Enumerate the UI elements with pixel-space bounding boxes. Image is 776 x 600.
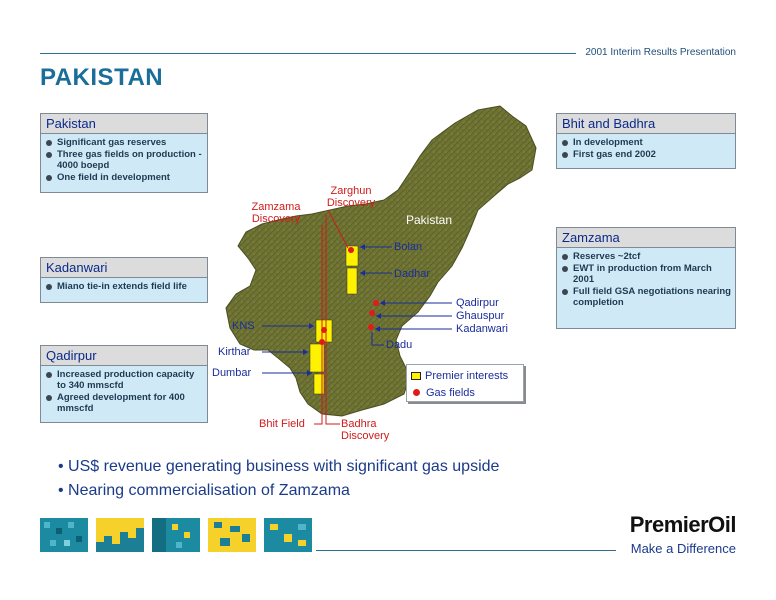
panel-item: Three gas fields on production - 4000 boepd bbox=[45, 149, 203, 171]
panel-title: Bhit and Badhra bbox=[557, 114, 735, 134]
label-dadu: Dadu bbox=[386, 339, 413, 351]
tile-teal-icon bbox=[40, 518, 88, 552]
panel-item: Reserves ~2tcf bbox=[561, 251, 731, 262]
label-kns: KNS bbox=[232, 320, 255, 332]
premier-swatch bbox=[411, 372, 421, 380]
gas-kadanwari bbox=[368, 324, 374, 330]
label-dadhar: Dadhar bbox=[394, 268, 431, 280]
map-country-label: Pakistan bbox=[406, 213, 453, 227]
label-zamzama-discovery: Zamzama Discovery bbox=[251, 201, 301, 225]
panel-title: Zamzama bbox=[557, 228, 735, 248]
page-title: PAKISTAN bbox=[40, 64, 164, 91]
bullet-item: • US$ revenue generating business with significant gas upside bbox=[58, 458, 500, 475]
label-qadirpur: Qadirpur bbox=[456, 297, 499, 309]
field-dadhar bbox=[347, 268, 357, 294]
company-logo: PremierOil bbox=[629, 512, 736, 537]
label-kirthar: Kirthar bbox=[218, 346, 251, 358]
panel-item: First gas end 2002 bbox=[561, 149, 731, 160]
presentation-name: 2001 Interim Results Presentation bbox=[585, 47, 736, 58]
gas-zarghun bbox=[348, 247, 354, 253]
panel-title: Kadanwari bbox=[41, 258, 207, 278]
legend-premier: Premier interests bbox=[411, 367, 519, 384]
company-tagline: Make a Difference bbox=[630, 541, 736, 556]
label-kadanwari: Kadanwari bbox=[456, 323, 508, 335]
legend-gas: Gas fields bbox=[411, 384, 519, 401]
decorative-tiles bbox=[40, 518, 320, 552]
panel-item: One field in development bbox=[45, 172, 203, 183]
bullet-item: • Nearing commercialisation of Zamzama bbox=[58, 482, 350, 499]
panel-item: Full field GSA negotiations nearing completion bbox=[561, 286, 731, 308]
panel-bhit-badhra bbox=[556, 113, 736, 169]
panel-item: Miano tie-in extends field life bbox=[45, 281, 203, 292]
tile-scatter-icon bbox=[208, 518, 256, 552]
gas-qadirpur bbox=[373, 300, 379, 306]
panel-kadanwari bbox=[40, 257, 208, 303]
panel-zamzama bbox=[556, 227, 736, 329]
panel-item: EWT in production from March 2001 bbox=[561, 263, 731, 285]
label-ghauspur: Ghauspur bbox=[456, 310, 505, 322]
panel-title: Pakistan bbox=[41, 114, 207, 134]
label-badhra-discovery: Badhra Discovery bbox=[341, 418, 390, 442]
tile-grid-icon bbox=[152, 518, 200, 552]
tile-teal-yellow-icon bbox=[264, 518, 312, 552]
panel-item: In development bbox=[561, 137, 731, 148]
summary-bullets bbox=[58, 455, 499, 503]
panel-title: Qadirpur bbox=[41, 346, 207, 366]
panel-item: Significant gas reserves bbox=[45, 137, 203, 148]
map-legend bbox=[406, 364, 524, 402]
label-bhit-field: Bhit Field bbox=[259, 418, 305, 430]
label-zarghun-discovery: Zarghun Discovery bbox=[326, 185, 376, 209]
panel-pakistan bbox=[40, 113, 208, 193]
panel-item: Agreed development for 400 mmscfd bbox=[45, 392, 203, 414]
label-bolan: Bolan bbox=[394, 241, 423, 253]
label-dumbar: Dumbar bbox=[212, 367, 252, 379]
panel-item: Increased production capacity to 340 mmscfd bbox=[45, 369, 203, 391]
tile-yellow-icon bbox=[96, 518, 144, 552]
gas-ghauspur bbox=[369, 310, 375, 316]
panel-qadirpur bbox=[40, 345, 208, 423]
footer-rule bbox=[316, 550, 616, 551]
gas-dot bbox=[413, 389, 420, 396]
